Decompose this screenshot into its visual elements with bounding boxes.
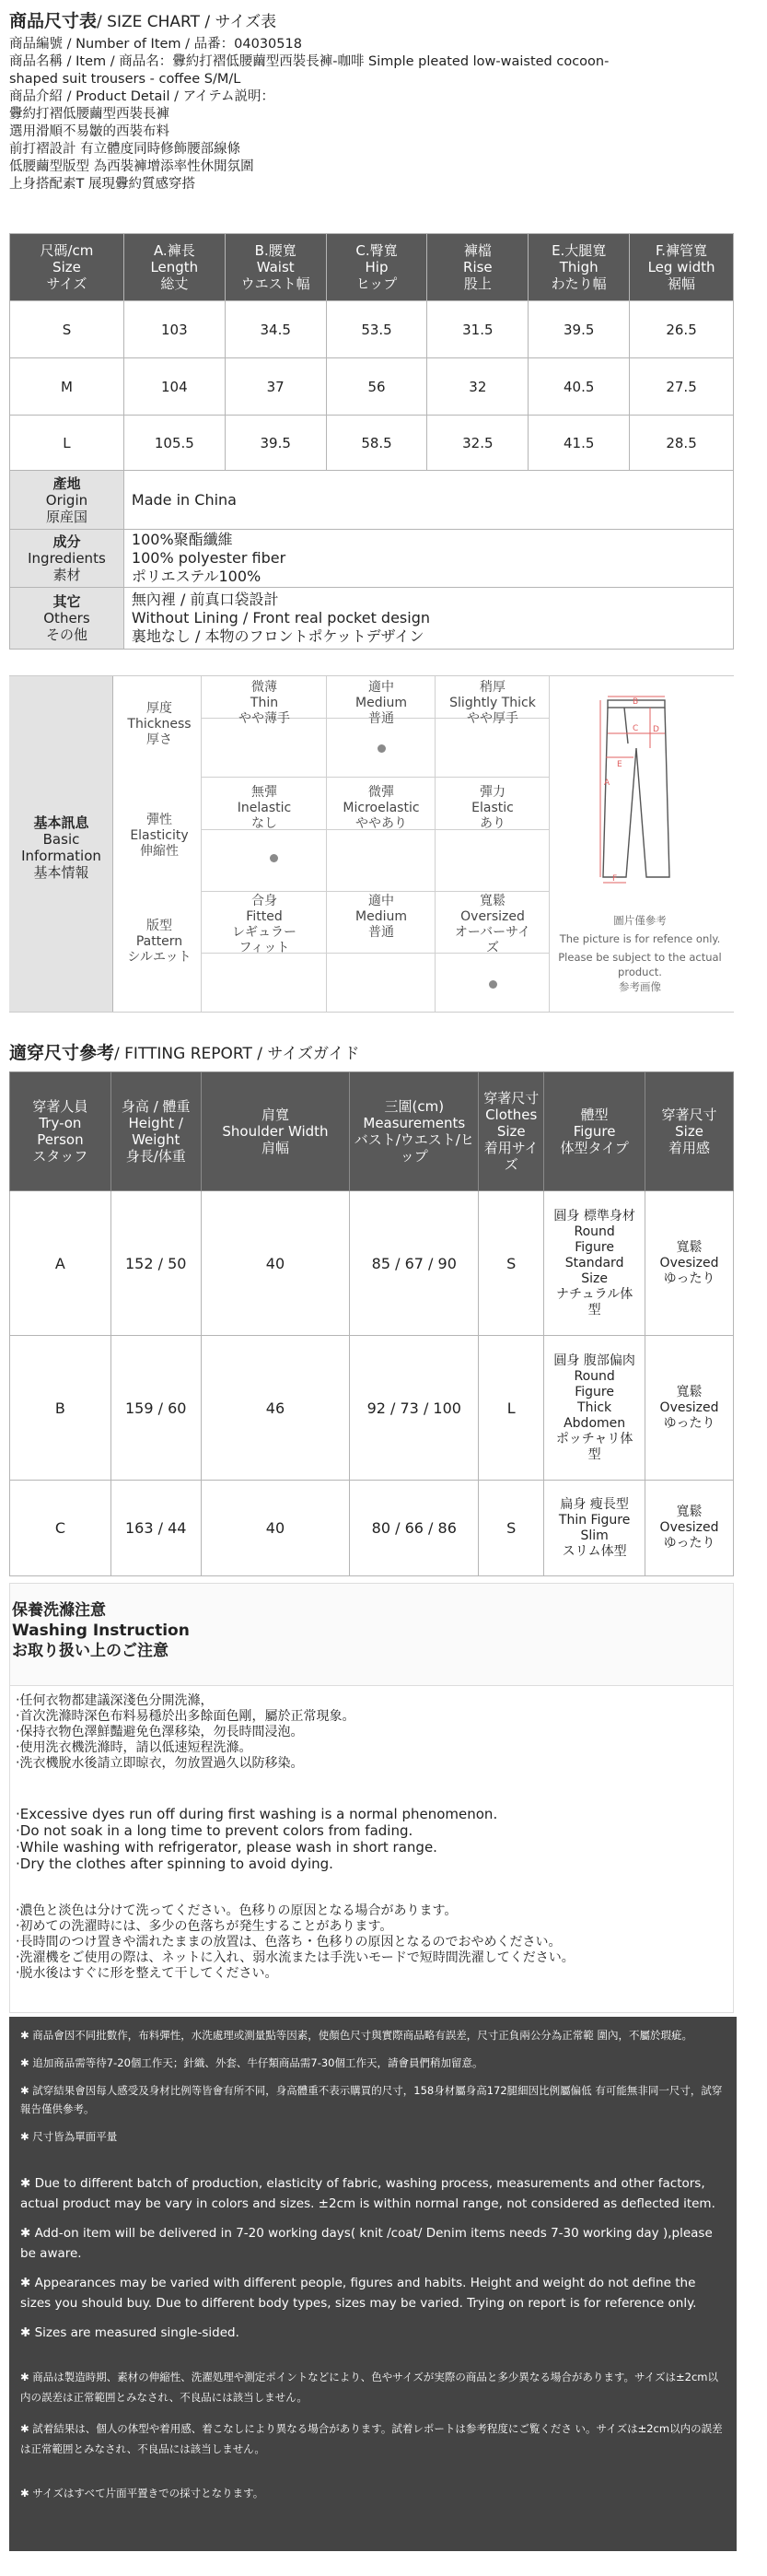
fit-col-size: 穿著尺寸 Clothes Size 着用サイズ	[479, 1072, 544, 1191]
fitting-report-title: 適穿尺寸參考/ FITTING REPORT / サイズガイド	[9, 1043, 360, 1063]
washing-title-zh: 保養洗滌注意	[12, 1601, 106, 1620]
size-value: 31.5	[427, 301, 529, 358]
diagram-caption: 圖片僅參考 The picture is for refence only. Please be subject to the actual product. 参考画像	[558, 914, 722, 993]
pattern-option: 合身 Fitted レギュラー フィット	[232, 894, 296, 955]
svg-text:A: A	[604, 779, 610, 788]
size-value: 40.5	[529, 358, 630, 416]
product-meta	[9, 36, 755, 193]
notice-ja: ✱ 商品は製造時期、素材の伸縮性、洗濯処理や測定ポイントなどにより、色やサイズが実際の商品と多少異なる場合があります。サイズは±2cm以内の誤差は正常範囲とみなされ、不良品には該当しません。 ✱ 試着結果は、個人の体型や着用感、着こなしにより異なる場合があります。試着レポートは参考程度にご覧くださ い。サイズは±2cm以内の誤差は正常範囲とみなされ、不良品には該当しません。 ✱ サイズはすべて片面平置きでの採寸となります。	[20, 2371, 723, 2500]
fit-measurements: 92 / 73 / 100	[350, 1336, 479, 1481]
thickness-option: 適中 Medium 普通	[355, 680, 407, 726]
fit-row	[10, 1191, 734, 1336]
fit-size: S	[479, 1481, 544, 1576]
size-label: M	[10, 358, 124, 416]
thickness-selected-dot	[378, 744, 386, 753]
washing-title-box	[9, 1583, 734, 1686]
size-value: 34.5	[225, 301, 326, 358]
size-value: 103	[123, 301, 225, 358]
ingredients-value: 100%聚酯纖維 100% polyester fiber ポリエステル100%	[123, 530, 733, 588]
svg-text:D: D	[653, 725, 659, 734]
size-row	[10, 301, 734, 358]
size-label: L	[10, 416, 124, 471]
fit-size: L	[479, 1336, 544, 1481]
notice-en: ✱ Due to different batch of production, elasticity of fabric, washing process, measurements and other factors, actual product may be vary in colors and sizes. ±2cm is within normal range, not considered as deflected item. ✱ Add-on item will be delivered in 7-20 working days( knit /coat/ Denim items needs 7-30 working day ),please be aware. ✱ Appearances may be varied with different people, figures and habits. Height and weight do not define the sizes you should buy. Due to different body types, sizes may be varied. Trying on report is for reference only. ✱ Sizes are measured single-sided.	[20, 2176, 715, 2340]
washing-title-ja: お取り扱い上のご注意	[12, 1642, 169, 1660]
fit-measurements: 85 / 67 / 90	[350, 1191, 479, 1336]
size-value: 32.5	[427, 416, 529, 471]
basic-info-section	[9, 675, 734, 1013]
size-column-header: 尺碼/cm Size サイズ	[10, 234, 124, 301]
item-number: 商品編號 / Number of Item / 品番：04030518	[9, 37, 302, 52]
svg-text:E: E	[617, 760, 622, 769]
fit-feel: 寬鬆 Ovesized ゆったり	[645, 1481, 734, 1576]
fitting-report-table	[9, 1071, 734, 1576]
elasticity-label: 彈性 Elasticity 伸縮性	[130, 813, 189, 859]
origin-value: Made in China	[123, 471, 733, 530]
notice-zh: ✱ 商品會因不同批數作，布料彈性，水洗處理或測量點等因素，使顏色尺寸與實際商品略有誤差，尺寸正負兩公分為正常範 圍內，不屬於瑕疵。 ✱ 追加商品需等待7-20個工作天；針織、外套、牛仔類商品需7-30個工作天，請會員們稍加留意。 ✱ 試穿結果會因每人感受及身材比例等皆會有所不同，身高體重不表示購買的尺寸，158身材屬身高172腿細因比例屬偏低 有可能無非同一尺寸，試穿報告僅供參考。 ✱ 尺寸皆為單面平量	[20, 2029, 723, 2143]
length-column-header: A.褲長 Length 総丈	[123, 234, 225, 301]
elasticity-selected-dot	[270, 854, 278, 862]
size-value: 28.5	[630, 416, 734, 471]
pattern-option: 適中 Medium 普通	[355, 894, 407, 940]
pattern-label: 版型 Pattern シルエット	[127, 919, 192, 965]
fit-figure: 扁身 瘦長型 Thin Figure Slim スリム体型	[544, 1481, 645, 1576]
fit-row	[10, 1481, 734, 1576]
thickness-label: 厚度 Thickness 厚さ	[127, 701, 192, 747]
others-label: 其它 Others その他	[10, 588, 124, 650]
size-value: 58.5	[326, 416, 427, 471]
washing-instructions	[9, 1686, 734, 2013]
others-row	[10, 588, 734, 650]
notice-box	[9, 2017, 737, 2551]
fit-col-hw: 身高 / 體重 Height / Weight 身長/体重	[110, 1072, 201, 1191]
svg-text:C: C	[633, 724, 639, 733]
size-row	[10, 416, 734, 471]
fit-person: A	[10, 1191, 111, 1336]
size-chart-title: 商品尺寸表/ SIZE CHART / サイズ表	[9, 11, 277, 31]
fit-height-weight: 163 / 44	[110, 1481, 201, 1576]
fit-figure: 圓身 標準身材 Round Figure Standard Size ナチュラル体 型	[544, 1191, 645, 1336]
fit-height-weight: 152 / 50	[110, 1191, 201, 1336]
fit-measurements: 80 / 66 / 86	[350, 1481, 479, 1576]
item-name: 商品名稱 / Item / 商品名：釁約打褶低腰繭型西裝長褲-咖啡 Simple pleated low-waisted cocoon-	[9, 54, 610, 69]
size-label: S	[10, 301, 124, 358]
size-value: 27.5	[630, 358, 734, 416]
fit-shoulder: 46	[201, 1336, 350, 1481]
ingredients-label: 成分 Ingredients 素材	[10, 530, 124, 588]
fit-col-feel: 穿著尺寸 Size 着用感	[645, 1072, 734, 1191]
detail-heading: 商品介紹 / Product Detail / アイテム説明：	[9, 89, 275, 104]
fit-figure: 圓身 腹部偏肉 Round Figure Thick Abdomen ポッチャリ体 型	[544, 1336, 645, 1481]
svg-text:B: B	[633, 697, 639, 707]
origin-row	[10, 471, 734, 530]
size-value: 104	[123, 358, 225, 416]
fit-feel: 寬鬆 Ovesized ゆったり	[645, 1191, 734, 1336]
washing-en-list: ‧Excessive dyes run off during first washing is a normal phenomenon. ‧Do not soak in a long time to prevent colors from fading. ‧While washing with refrigerator, please wash in short range. ‧Dry the clothes after spinning to avoid dying.	[16, 1806, 498, 1872]
size-value: 32	[427, 358, 529, 416]
product-header	[9, 7, 755, 193]
basic-info-label: 基本訊息 Basic Information 基本情報	[9, 676, 113, 1012]
thigh-column-header: E.大腿寬 Thigh わたり幅	[529, 234, 630, 301]
item-name-cont: shaped suit trousers - coffee S/M/L	[9, 72, 241, 87]
elasticity-option: 彈力 Elastic あり	[471, 785, 514, 831]
fit-feel: 寬鬆 Ovesized ゆったり	[645, 1336, 734, 1481]
elasticity-option: 無彈 Inelastic なし	[237, 785, 292, 831]
fit-size: S	[479, 1191, 544, 1336]
thickness-option: 稍厚 Slightly Thick やや厚手	[449, 680, 536, 726]
fit-person: B	[10, 1336, 111, 1481]
fit-shoulder: 40	[201, 1191, 350, 1336]
detail-line: 釁約打褶低腰繭型西裝長褲	[9, 107, 169, 122]
thickness-option: 微薄 Thin やや薄手	[238, 680, 290, 726]
svg-text:F: F	[612, 874, 618, 884]
washing-ja-list: ‧濃色と淡色は分けて洗ってください。色移りの原因となる場合があります。 ‧初めての洗濯時には、多少の色落ちが発生することがあります。 ‧長時間のつけ置きや濡れたままの放置は、色落ち・色移りの原因となるのでおやめください。 ‧洗濯機をご使用の際は、ネットに入れ、弱水流または手洗いモードで短時間洗濯してください。 ‧脱水後はすぐに形を整えて干してください。	[16, 1903, 575, 1981]
washing-title-en: Washing Instruction	[12, 1622, 190, 1640]
size-value: 39.5	[225, 416, 326, 471]
detail-line: 低腰繭型版型 為西裝褲增添率性休閒氛圍	[9, 159, 254, 174]
origin-label: 產地 Origin 原産国	[10, 471, 124, 530]
elasticity-option: 微彈 Microelastic ややあり	[343, 785, 420, 831]
washing-zh-list: ‧任何衣物都建議深淺色分開洗滌， ‧首次洗滌時深色布料易穩於出多餘面色剛，屬於正常現象。 ‧保持衣物色澤鮮豔避免色澤移染，勿長時間浸泡。 ‧使用洗衣機洗滌時，請以低速短程洗滌。 ‧洗衣機脫水後請立即晾衣，勿放置過久以防移染。	[16, 1693, 355, 1771]
size-value: 56	[326, 358, 427, 416]
fit-col-figure: 體型 Figure 体型タイプ	[544, 1072, 645, 1191]
trousers-diagram-icon	[598, 693, 681, 886]
fit-height-weight: 159 / 60	[110, 1336, 201, 1481]
fit-shoulder: 40	[201, 1481, 350, 1576]
fit-col-shoulder: 肩寬 Shoulder Width 肩幅	[201, 1072, 350, 1191]
detail-line: 前打褶設計 有立體度同時修飾腰部線條	[9, 142, 241, 157]
others-value: 無內裡 / 前真口袋設計 Without Lining / Front real pocket design 裏地なし / 本物のフロントポケットデザイン	[123, 588, 733, 650]
waist-column-header: B.腰寬 Waist ウエスト幅	[225, 234, 326, 301]
detail-line: 上身搭配素T 展現釁約質感穿搭	[9, 177, 195, 192]
size-value: 41.5	[529, 416, 630, 471]
fit-col-person: 穿著人員 Try-on Person スタッフ	[10, 1072, 111, 1191]
detail-line: 選用滑順不易皺的西裝布料	[9, 124, 169, 139]
size-value: 37	[225, 358, 326, 416]
size-table-header-row	[10, 234, 734, 301]
size-value: 26.5	[630, 301, 734, 358]
leg-width-column-header: F.褲管寬 Leg width 裾幅	[630, 234, 734, 301]
size-value: 53.5	[326, 301, 427, 358]
size-table	[9, 233, 734, 650]
pattern-option: 寬鬆 Oversized オーバーサイ ズ	[454, 894, 531, 955]
fit-header-row	[10, 1072, 734, 1191]
fit-row	[10, 1336, 734, 1481]
rise-column-header: 褲檔 Rise 股上	[427, 234, 529, 301]
size-value: 39.5	[529, 301, 630, 358]
pattern-selected-dot	[489, 980, 497, 989]
fit-col-measurements: 三圍(cm) Measurements バスト/ウエスト/ヒップ	[350, 1072, 479, 1191]
hip-column-header: C.臀寬 Hip ヒップ	[326, 234, 427, 301]
fit-person: C	[10, 1481, 111, 1576]
size-value: 105.5	[123, 416, 225, 471]
size-row	[10, 358, 734, 416]
ingredients-row	[10, 530, 734, 588]
